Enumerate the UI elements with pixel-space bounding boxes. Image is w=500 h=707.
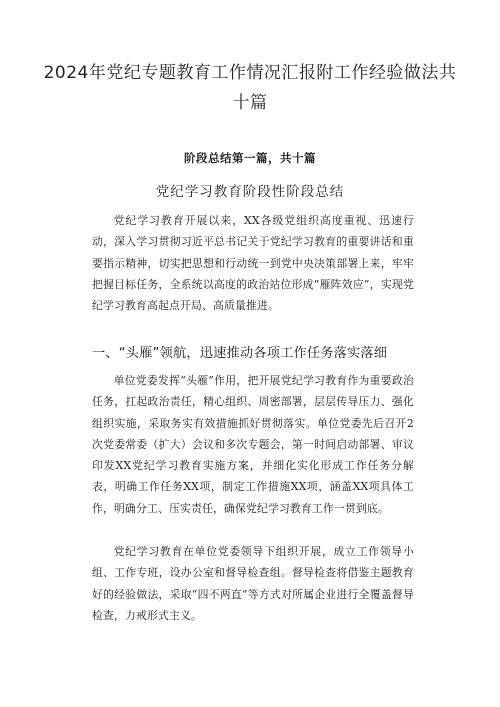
body-paragraph: 党纪学习教育在单位党委领导下组织开展，成立工作领导小组、工作专班，设办公室和督导检查组。督导检查将借鉴主题教育好的经验做法，采取“四不两直”等方式对所属企业进行全覆盖督导检查，力戒形式主义。	[92, 545, 414, 622]
document-title: 2024年党纪专题教育工作情况汇报附工作经验做法共十篇	[43, 63, 457, 113]
intro-paragraph: 党纪学习教育开展以来，XX各级党组织高度重视、迅速行动，深入学习贯彻习近平总书记关于党纪学习教育的重要讲话和重要指示精神，切实把思想和行动统一到党中央决策部署上来，牢牢把握目标任务，全系统以高度的政治站位形成“雁阵效应”，实现党纪学习教育高起点开局、高质量推进。	[92, 214, 414, 313]
section-heading-1: 一、“头雁”领航，迅速推动各项工作任务落实落细	[92, 346, 388, 361]
body-paragraph: 单位党委发挥“头雁”作用，把开展党纪学习教育作为重要政治任务，扛起政治责任，精心组织、周密部署，层层传导压力、强化组织实施，采取务实有效措施抓好贯彻落实。单位党委先后召开2次党委常委（扩大）会议和多次专题会，第一时间启动部署、审议印发XX党纪学习教育实施方案，并细化实化形成工作任务分解表，明确工作任务XX项，制定工作措施XX项，涵盖XX项具体工作，明确分工、压实责任，确保党纪学习教育工作一贯到底。	[92, 374, 414, 515]
section-label: 阶段总结第一篇，共十篇	[184, 151, 316, 165]
report-title: 党纪学习教育阶段性阶段总结	[155, 184, 345, 200]
